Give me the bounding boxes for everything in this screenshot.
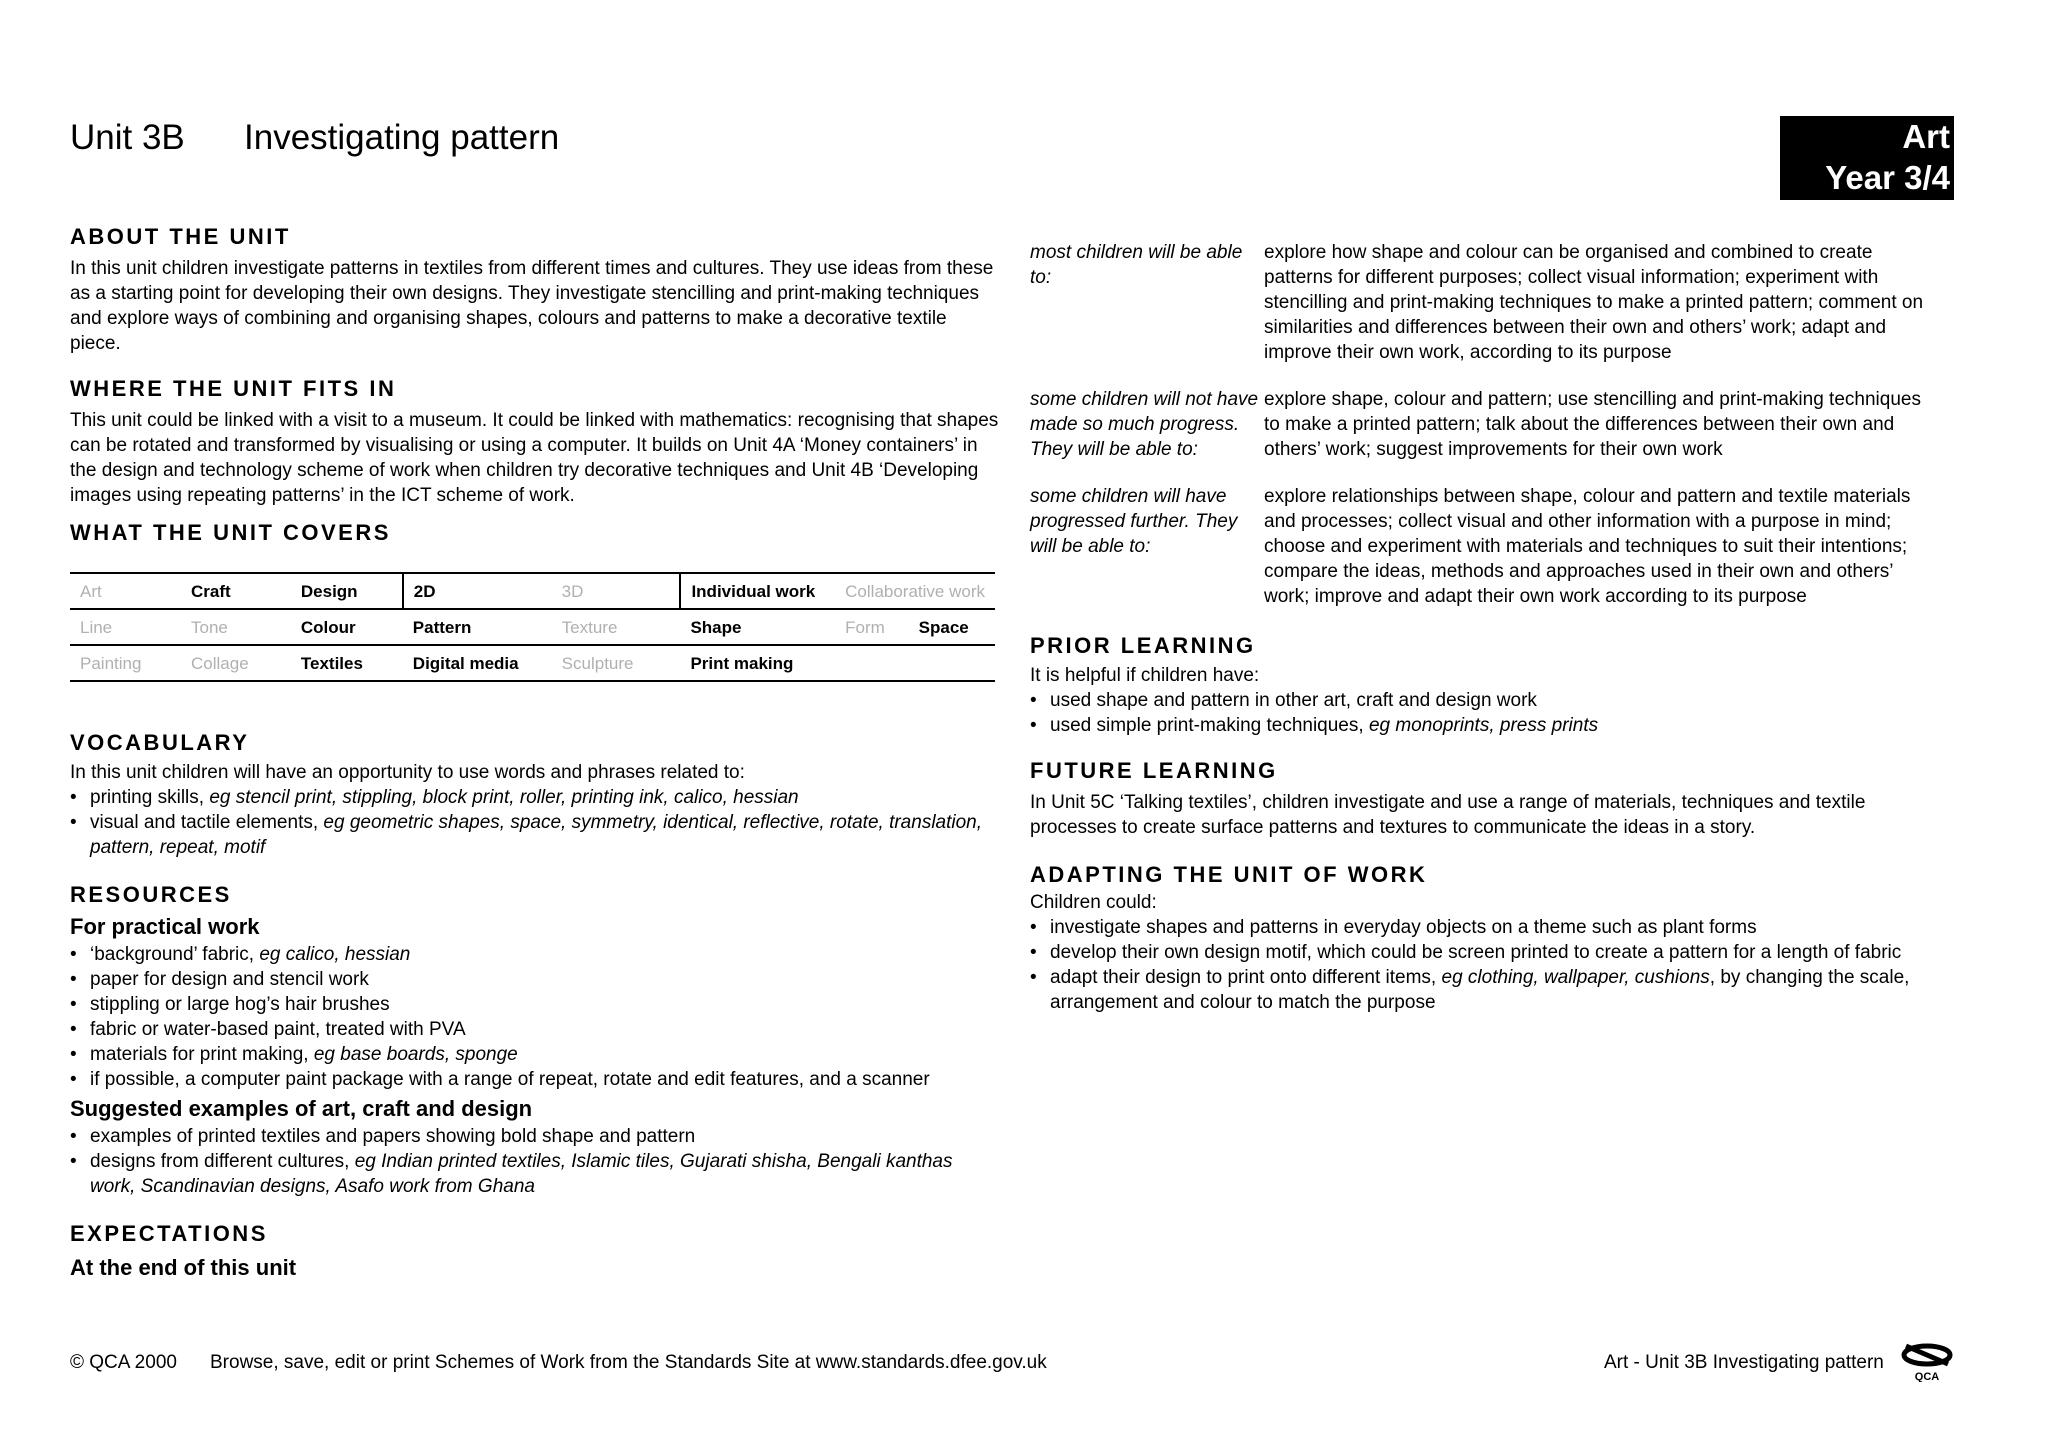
footer-page-label: Art - Unit 3B Investigating pattern	[1604, 1352, 1884, 1373]
covers-cell: Textiles	[291, 645, 403, 681]
covers-cell: Collaborative work	[835, 573, 995, 609]
covers-cell: Line	[70, 609, 181, 645]
adapting-heading: ADAPTING THE UNIT OF WORK	[1030, 862, 1428, 887]
covers-cell: Design	[291, 573, 403, 609]
covers-cell: Shape	[680, 609, 835, 645]
covers-cell: Space	[909, 609, 995, 645]
expectation-rows	[1030, 240, 1930, 609]
adapting-item	[1030, 940, 1930, 965]
covers-table	[70, 572, 995, 682]
examples-list	[70, 1124, 1000, 1199]
example-item	[70, 1149, 1000, 1199]
covers-cell: Colour	[291, 609, 403, 645]
covers-cell: 2D	[403, 573, 552, 609]
practical-item	[70, 992, 1000, 1017]
prior-heading: PRIOR LEARNING	[1030, 633, 1256, 658]
vocabulary-item-example: eg geometric shapes, space, symmetry, identical, reflective, rotate, translation, pattern, repeat, motif	[90, 812, 983, 858]
covers-cell: 3D	[552, 573, 681, 609]
covers-cell: Painting	[70, 645, 181, 681]
covers-cell: Pattern	[403, 609, 552, 645]
examples-heading: Suggested examples of art, craft and design	[70, 1096, 533, 1121]
example-item-example: eg Indian printed textiles, Islamic tiles, Gujarati shisha, Bengali kanthas work, Scandinavian designs, Asafo work from Ghana	[90, 1151, 953, 1197]
covers-row	[70, 609, 995, 645]
about-heading: ABOUT THE UNIT	[70, 224, 291, 249]
about-text: In this unit children investigate patterns in textiles from different times and cultures. They use ideas from these as a starting point for developing their own designs. They investigate stencilling and print-making techniques and explore ways of combining and organising shapes, colours and patterns to make a decorative textile piece.	[70, 258, 994, 354]
practical-item-text: ‘background’ fabric,	[90, 944, 260, 965]
covers-cell	[835, 645, 909, 681]
prior-intro: It is helpful if children have:	[1030, 665, 1260, 686]
vocabulary-heading: VOCABULARY	[70, 730, 250, 755]
covers-cell: Texture	[552, 609, 681, 645]
covers-row	[70, 573, 995, 609]
covers-row	[70, 645, 995, 681]
example-item	[70, 1124, 1000, 1149]
expectation-label: some children will have progressed further. They will be able to:	[1030, 486, 1238, 557]
practical-heading: For practical work	[70, 914, 260, 939]
practical-item-text: materials for print making,	[90, 1044, 314, 1065]
practical-item	[70, 1017, 1000, 1042]
vocabulary-intro: In this unit children will have an opportunity to use words and phrases related to:	[70, 762, 745, 783]
practical-item	[70, 967, 1000, 992]
prior-list	[1030, 688, 1930, 738]
covers-cell: Print making	[680, 645, 835, 681]
right-column	[1030, 240, 1930, 1015]
covers-heading: WHAT THE UNIT COVERS	[70, 520, 391, 545]
expectation-label: most children will be able to:	[1030, 242, 1243, 288]
covers-cell: Tone	[181, 609, 291, 645]
covers-cell: Craft	[181, 573, 291, 609]
covers-cell: Individual work	[680, 573, 835, 609]
adapting-item-text: investigate shapes and patterns in everyday objects on a theme such as plant forms	[1050, 917, 1757, 938]
vocabulary-item	[70, 785, 1000, 810]
expectation-text: explore how shape and colour can be organised and combined to create patterns for different purposes; collect visual information; experiment with stencilling and print-making techniques to make a printed pattern; comment on similarities and differences between their own and others’ work; adapt and improve their own work, according to its purpose	[1264, 242, 1924, 363]
vocabulary-item-text: visual and tactile elements,	[90, 812, 324, 833]
unit-code: Unit 3B	[70, 118, 185, 157]
prior-item	[1030, 688, 1930, 713]
adapting-item-tail: , by changing the scale, arrangement and colour to match the purpose	[1050, 967, 1910, 1013]
expectation-text: explore relationships between shape, colour and pattern and textile materials and processes; collect visual and other information with a purpose in mind; choose and experiment with materials and techniques to suit their intentions; compare the ideas, methods and approaches used in their own and others’ work; improve and adapt their own work according to its purpose	[1264, 486, 1911, 607]
adapting-item-text: adapt their design to print onto different items,	[1050, 967, 1442, 988]
expectation-row	[1030, 387, 1930, 462]
practical-item-text: if possible, a computer paint package with a range of repeat, rotate and edit features, and a scanner	[90, 1069, 930, 1090]
practical-list	[70, 942, 1000, 1092]
practical-item	[70, 942, 1000, 967]
example-item-text: examples of printed textiles and papers showing bold shape and pattern	[90, 1126, 696, 1147]
resources-heading: RESOURCES	[70, 882, 232, 907]
vocabulary-item	[70, 810, 1000, 860]
future-text: In Unit 5C ‘Talking textiles’, children investigate and use a range of materials, techniques and textile processes to create surface patterns and textures to communicate the ideas in a story.	[1030, 792, 1866, 838]
example-item-text: designs from different cultures,	[90, 1151, 355, 1172]
vocabulary-list	[70, 785, 1000, 860]
future-heading: FUTURE LEARNING	[1030, 758, 1278, 783]
practical-item-text: fabric or water-based paint, treated with PVA	[90, 1019, 466, 1040]
fits-text: This unit could be linked with a visit to a museum. It could be linked with mathematics: recognising that shapes can be rotated and transformed by visualising or using a computer. It builds on Unit 4A ‘Money containers’ in the design and technology scheme of work when children try decorative techniques and Unit 4B ‘Developing images using repeating patterns’ in the ICT scheme of work.	[70, 410, 999, 506]
practical-item-example: eg base boards, sponge	[313, 1044, 518, 1065]
covers-cell: Form	[835, 609, 909, 645]
subject-label: Art	[1902, 118, 1950, 155]
expectations-subheading: At the end of this unit	[70, 1255, 297, 1280]
qca-logo	[1900, 1342, 1954, 1382]
footer-browse: Browse, save, edit or print Schemes of Work from the Standards Site at www.standards.dfee.gov.uk	[210, 1352, 1047, 1373]
prior-item-text: used simple print-making techniques,	[1050, 715, 1369, 736]
footer-copyright: © QCA 2000	[70, 1352, 177, 1373]
left-column	[70, 222, 1000, 1283]
subject-year-tag	[1780, 116, 1954, 200]
covers-cell: Sculpture	[552, 645, 681, 681]
practical-item	[70, 1067, 1000, 1092]
year-label: Year 3/4	[1825, 159, 1950, 196]
adapting-item-example: eg clothing, wallpaper, cushions	[1441, 967, 1710, 988]
qca-logo-text: QCA	[1914, 1371, 1940, 1382]
prior-item-text: used shape and pattern in other art, craft and design work	[1050, 690, 1537, 711]
expectation-row	[1030, 240, 1930, 365]
unit-title: Investigating pattern	[244, 118, 560, 157]
expectation-label: some children will not have made so much progress. They will be able to:	[1030, 389, 1259, 460]
practical-item-text: paper for design and stencil work	[90, 969, 369, 990]
expectations-heading: EXPECTATIONS	[70, 1221, 268, 1246]
covers-cell: Digital media	[403, 645, 552, 681]
covers-cell	[909, 645, 995, 681]
covers-cell: Art	[70, 573, 181, 609]
adapting-item	[1030, 965, 1930, 1015]
practical-item-text: stippling or large hog’s hair brushes	[90, 994, 390, 1015]
adapting-list	[1030, 915, 1930, 1015]
prior-item-example: eg monoprints, press prints	[1368, 715, 1599, 736]
practical-item	[70, 1042, 1000, 1067]
fits-heading: WHERE THE UNIT FITS IN	[70, 376, 397, 401]
adapting-item	[1030, 915, 1930, 940]
adapting-intro: Children could:	[1030, 892, 1157, 913]
expectation-row	[1030, 484, 1930, 609]
practical-item-example: eg calico, hessian	[259, 944, 411, 965]
vocabulary-item-text: printing skills,	[90, 787, 210, 808]
expectation-text: explore shape, colour and pattern; use stencilling and print-making techniques to make a printed pattern; talk about the differences between their own and others’ work; suggest improvements for their own work	[1264, 389, 1921, 460]
vocabulary-item-example: eg stencil print, stippling, block print, roller, printing ink, calico, hessian	[209, 787, 799, 808]
prior-item	[1030, 713, 1930, 738]
covers-cell: Collage	[181, 645, 291, 681]
adapting-item-text: develop their own design motif, which could be screen printed to create a pattern for a length of fabric	[1050, 942, 1902, 963]
qca-logo-icon	[1900, 1342, 1954, 1382]
